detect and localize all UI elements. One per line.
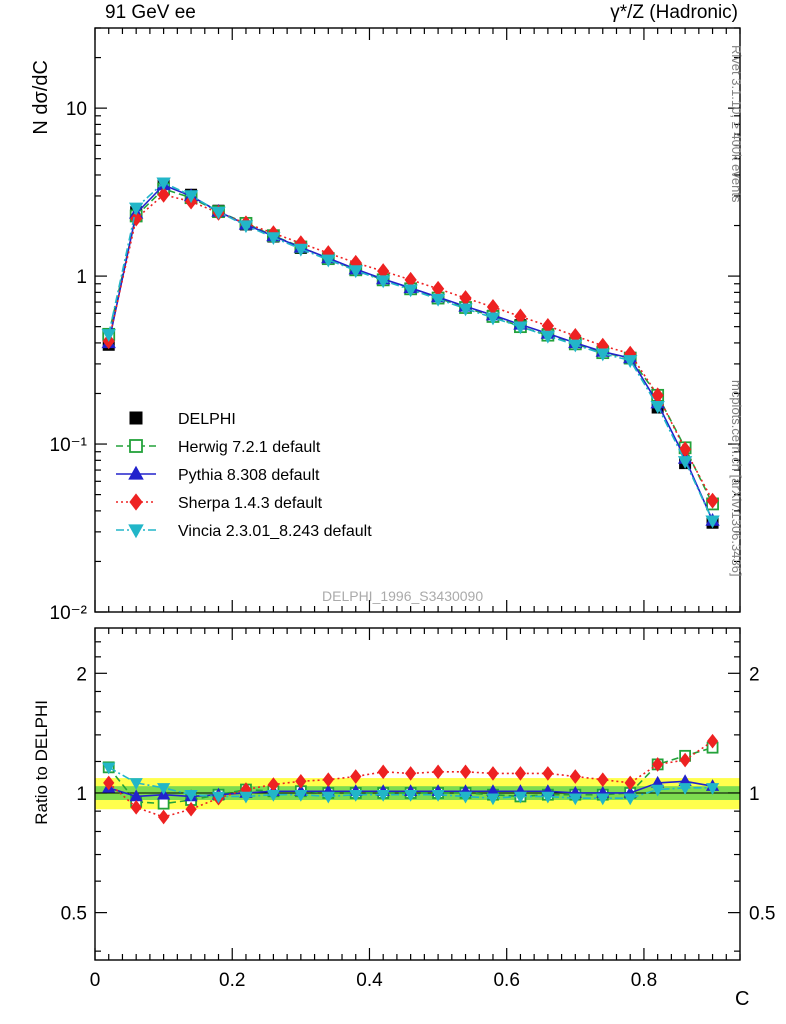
ratio-y-tick-label: 0.5 (60, 903, 87, 925)
data-point (488, 767, 498, 780)
ratio-y-tick-label-right: 2 (749, 664, 760, 686)
axes-frames (95, 28, 740, 960)
data-point (159, 810, 169, 823)
data-point (433, 765, 443, 778)
x-axis-label: C (735, 988, 750, 1010)
data-point (461, 765, 471, 778)
header-right-title: γ*/Z (Hadronic) (610, 2, 738, 23)
x-tick-label: 0.8 (630, 970, 658, 991)
data-point (130, 494, 142, 510)
header-left-title: 91 GeV ee (105, 2, 196, 23)
data-point (378, 765, 388, 778)
data-point (129, 525, 143, 537)
data-point (406, 767, 416, 780)
x-tick-label: 0.4 (356, 970, 383, 991)
legend-item-label: Herwig 7.2.1 default (178, 439, 321, 456)
side-label-mcplots: mcplots.cern.ch [arXiv:1306.3436] (729, 380, 744, 577)
data-point (515, 767, 525, 780)
x-tick-label: 0.6 (493, 970, 520, 991)
ratio-y-tick-label-right: 1 (749, 783, 760, 805)
series-line (109, 189, 713, 504)
ratio-y-tick-label: 2 (76, 664, 87, 686)
y-tick-label: 1 (76, 267, 87, 289)
x-tick-label: 0.2 (219, 970, 246, 991)
data-point (130, 440, 142, 452)
ratio-y-tick-label-right: 0.5 (749, 903, 776, 925)
axis-ticks (95, 28, 740, 960)
y-axis-label: N dσ/dC (30, 60, 52, 135)
x-tick-label: 0 (89, 970, 101, 991)
legend-item-label: Pythia 8.308 default (178, 467, 320, 484)
legend-item-label: DELPHI (178, 411, 236, 428)
y-tick-label: 10⁻² (49, 603, 87, 624)
y-tick-label: 10⁻¹ (49, 435, 87, 457)
data-point (159, 799, 169, 809)
data-point (129, 467, 143, 479)
data-point (543, 767, 553, 780)
ratio-y-axis-label: Ratio to DELPHI (32, 700, 51, 825)
watermark-label: DELPHI_1996_S3430090 (322, 588, 484, 604)
legend (116, 411, 372, 540)
y-tick-label: 10 (65, 99, 87, 121)
data-point (130, 412, 142, 424)
legend-item-label: Sherpa 1.4.3 default (178, 495, 323, 512)
ratio-y-tick-label: 1 (76, 783, 87, 805)
axis-tick-labels (50, 99, 776, 991)
side-label-rivet: Rivet 3.1.10, ≥ 400k events (729, 45, 744, 203)
legend-item-label: Vincia 2.3.01_8.243 default (178, 523, 372, 540)
